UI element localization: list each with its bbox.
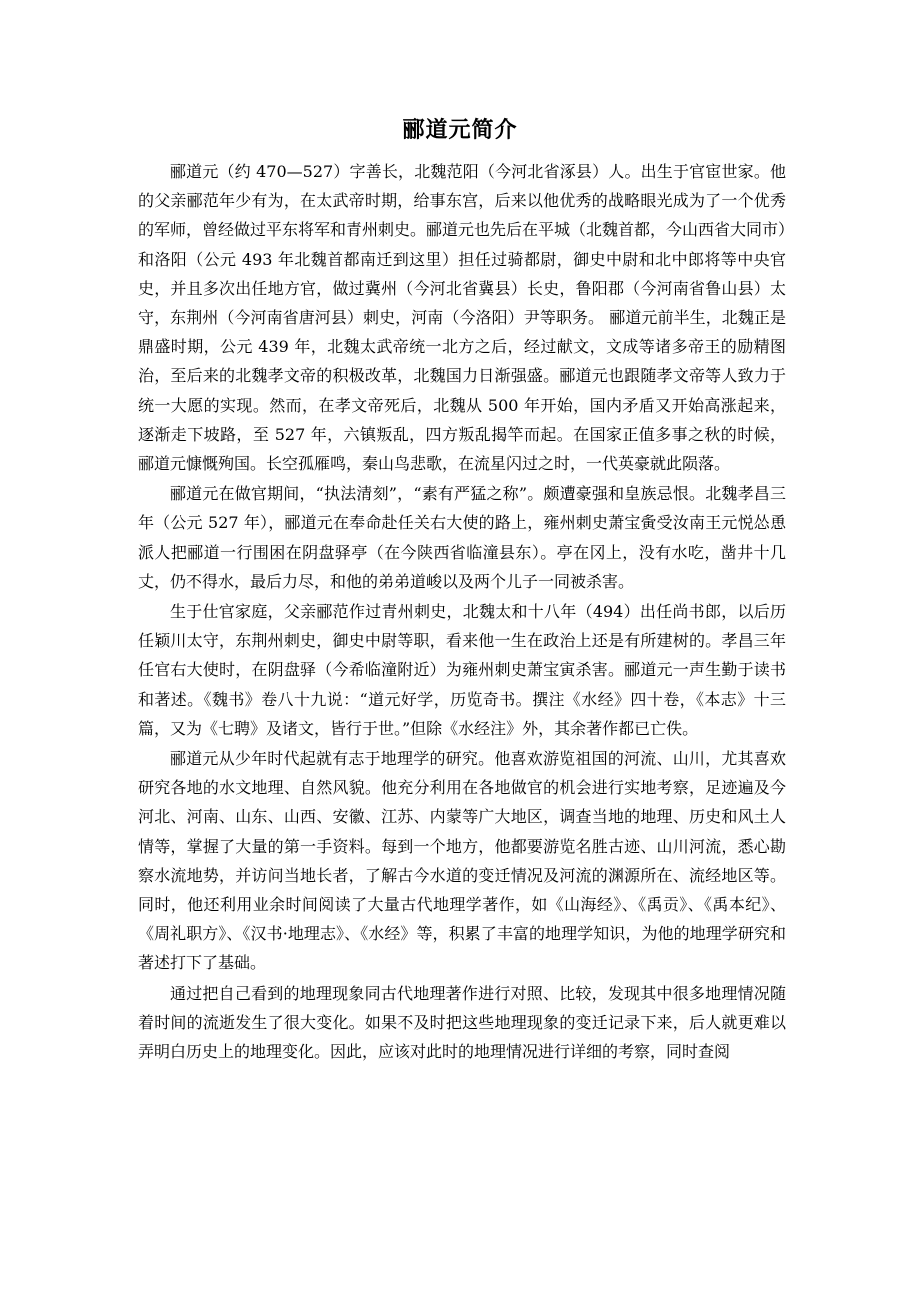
document-body	[138, 157, 786, 1067]
paragraph: 郦道元在做官期间，“执法清刻”，“素有严猛之称”。颇遭豪强和皇族忌恨。北魏孝昌三年（公元 527 年），郦道元在奉命赴任关右大使的路上，雍州刺史萧宝夤受汝南王元悦怂恿派人把郦道一行围困在阴盘驿亭（在今陕西省临潼县东）。亭在冈上，没有水吃，凿井十几丈，仍不得水，最后力尽，和他的弟弟道峻以及两个儿子一同被杀害。	[138, 484, 786, 591]
paragraph: 郦道元从少年时代起就有志于地理学的研究。他喜欢游览祖国的河流、山川，尤其喜欢研究各地的水文地理、自然风貌。他充分利用在各地做官的机会进行实地考察，足迹遍及今河北、河南、山东、山西、安徽、江苏、内蒙等广大地区，调查当地的地理、历史和风土人情等，掌握了大量的第一手资料。每到一个地方，他都要游览名胜古迹、山川河流，悉心勘察水流地势，并访问当地长者，了解古今水道的变迁情况及河流的渊源所在、流经地区等。同时，他还利用业余时间阅读了大量古代地理学著作，如《山海经》、《禹贡》、《禹本纪》、《周礼职方》、《汉书·地理志》、《水经》等，积累了丰富的地理学知识，为他的地理学研究和著述打下了基础。	[138, 749, 786, 973]
document-title: 郦道元简介	[402, 118, 518, 143]
paragraph: 郦道元（约 470—527）字善长，北魏范阳（今河北省涿县）人。出生于官宦世家。他的父亲郦范年少有为，在太武帝时期，给事东宫，后来以他优秀的战略眼光成为了一个优秀的军师，曾经做过平东将军和青州刺史。郦道元也先后在平城（北魏首都，今山西省大同市）和洛阳（公元 493 年北魏首都南迁到这里）担任过骑都尉，御史中尉和北中郎将等中央官史，并且多次出任地方官，做过冀州（今河北省冀县）长史，鲁阳郡（今河南省鲁山县）太守，东荆州（今河南省唐河县）刺史，河南（今洛阳）尹等职务。 郦道元前半生，北魏正是鼎盛时期，公元 439 年，北魏太武帝统一北方之后，经过献文，文成等诸多帝王的励精图治，至后来的北魏孝文帝的积极改革，北魏国力日渐强盛。郦道元也跟随孝文帝等人致力于统一大愿的实现。然而，在孝文帝死后，北魏从 500 年开始，国内矛盾又开始高涨起来，逐渐走下坡路，至 527 年，六镇叛乱，四方叛乱揭竿而起。在国家正值多事之秋的时候，郦道元慷慨殉国。长空孤雁鸣，秦山鸟悲歌，在流星闪过之时，一代英豪就此陨落。	[138, 162, 787, 474]
paragraph: 通过把自己看到的地理现象同古代地理著作进行对照、比较，发现其中很多地理情况随着时间的流逝发生了很大变化。如果不及时把这些地理现象的变迁记录下来，后人就更难以弄明白历史上的地理变化。因此，应该对此时的地理情况进行详细的考察，同时查阅	[138, 983, 786, 1062]
paragraph: 生于仕官家庭，父亲郦范作过青州刺史，北魏太和十八年（494）出任尚书郎，以后历任颖川太守，东荆州刺史，御史中尉等职，看来他一生在政治上还是有所建树的。孝昌三年任官右大使时，在阴盘驿（今希临潼附近）为雍州刺史萧宝寅杀害。郦道元一声生勤于读书和著述。《魏书》卷八十九说：“道元好学，历览奇书。撰注《水经》四十卷，《本志》十三篇，又为《七聘》及诸文，皆行于世。”但除《水经注》外，其余著作都已亡佚。	[138, 602, 786, 738]
